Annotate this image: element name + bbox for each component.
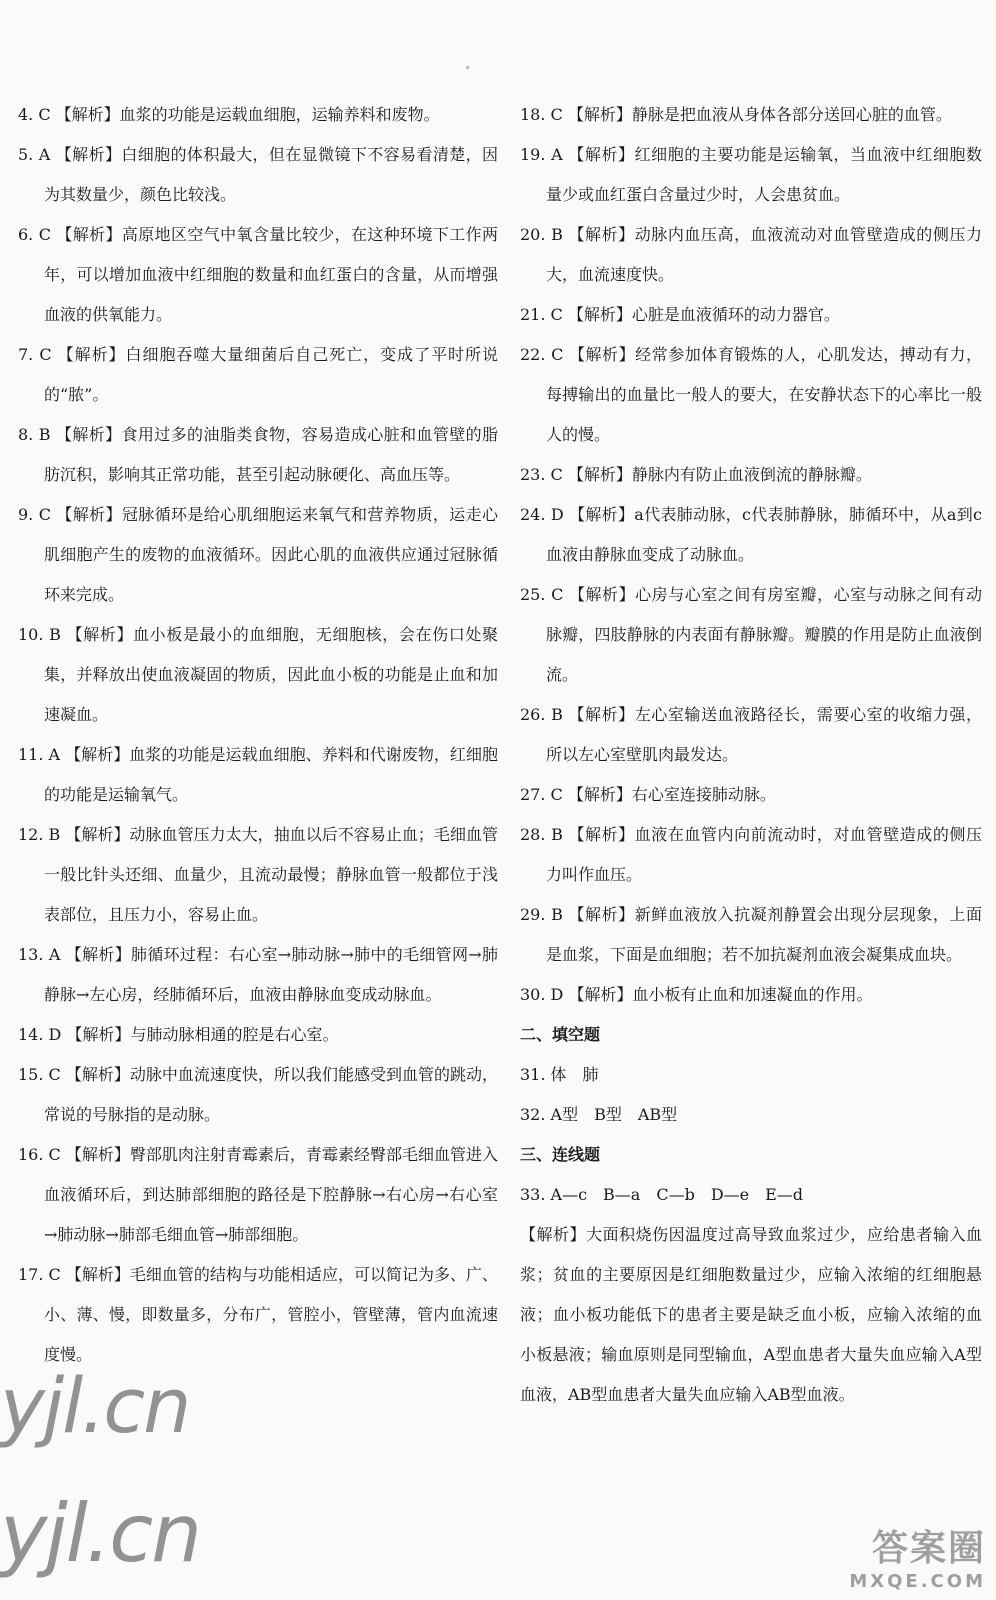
- answer-item-31: 31. 体 肺: [520, 1065, 599, 1084]
- watermark-left-lower: yjl.cn: [0, 1487, 200, 1580]
- answer-item-4: 4. C 【解析】血浆的功能是运载血细胞，运输养料和废物。: [18, 105, 440, 124]
- answer-item-25: 25. C 【解析】心房与心室之间有房室瓣，心室与动脉之间有动脉瓣，四肢静脉的内表面有静脉瓣。瓣膜的作用是防止血液倒流。: [520, 585, 982, 684]
- answer-item-21: 21. C 【解析】心脏是血液循环的动力器官。: [520, 305, 840, 324]
- answer-item-30: 30. D 【解析】血小板有止血和加速凝血的作用。: [520, 985, 873, 1004]
- answer-item-14: 14. D 【解析】与肺动脉相通的腔是右心室。: [18, 1025, 339, 1044]
- answer-item-8: 8. B 【解析】食用过多的油脂类食物，容易造成心脏和血管壁的脂肪沉积，影响其正常功能，甚至引起动脉硬化、高血压等。: [18, 425, 498, 484]
- answer-item-17: 17. C 【解析】毛细血管的结构与功能相适应，可以简记为多、广、小、薄、慢，即数量多，分布广，管腔小，管壁薄，管内血流速度慢。: [18, 1265, 498, 1364]
- right-column: [520, 95, 982, 1415]
- section-heading-fill: 二、填空题: [520, 1025, 601, 1044]
- answer-item-23: 23. C 【解析】静脉内有防止血液倒流的静脉瓣。: [520, 465, 872, 484]
- answer-item-7: 7. C 【解析】白细胞吞噬大量细菌后自己死亡，变成了平时所说的“脓”。: [18, 345, 498, 404]
- answer-item-6: 6. C 【解析】高原地区空气中氧含量比较少，在这种环境下工作两年，可以增加血液中红细胞的数量和血红蛋白的含量，从而增强血液的供氧能力。: [18, 225, 498, 324]
- analysis-33: 【解析】大面积烧伤因温度过高导致血浆过少，应给患者输入血浆；贫血的主要原因是红细胞数量过少，应输入浓缩的红细胞悬液；血小板功能低下的患者主要是缺乏血小板，应输入浓缩的血小板悬液；输血原则是同型输血，A型血患者大量失血应输入A型血液，AB型血患者大量失血应输入AB型血液。: [520, 1225, 982, 1404]
- answer-item-24: 24. D 【解析】a代表肺动脉，c代表肺静脉，肺循环中，从a到c血液由静脉血变成了动脉血。: [520, 505, 982, 564]
- answer-item-11: 11. A 【解析】血浆的功能是运载血细胞、养料和代谢废物，红细胞的功能是运输氧气。: [18, 745, 498, 804]
- watermark-logo-cn: 答案圈: [871, 1528, 986, 1569]
- answer-item-28: 28. B 【解析】血液在血管内向前流动时，对血管壁造成的侧压力叫作血压。: [520, 825, 982, 884]
- answer-item-9: 9. C 【解析】冠脉循环是给心肌细胞运来氧气和营养物质，运走心肌细胞产生的废物的血液循环。因此心肌的血液供应通过冠脉循环来完成。: [18, 505, 498, 604]
- answer-item-10: 10. B 【解析】血小板是最小的血细胞，无细胞核，会在伤口处聚集，并释放出使血液凝固的物质，因此血小板的功能是止血和加速凝血。: [18, 625, 498, 724]
- answer-item-16: 16. C 【解析】臀部肌肉注射青霉素后，青霉素经臀部毛细血管进入血液循环后，到达肺部细胞的路径是下腔静脉→右心房→右心室→肺动脉→肺部毛细血管→肺部细胞。: [18, 1145, 498, 1244]
- answer-item-5: 5. A 【解析】白细胞的体积最大，但在显微镜下不容易看清楚，因为其数量少，颜色比较浅。: [18, 145, 498, 204]
- answer-item-19: 19. A 【解析】红细胞的主要功能是运输氧，当血液中红细胞数量少或血红蛋白含量过少时，人会患贫血。: [520, 145, 982, 204]
- answer-item-32: 32. A型 B型 AB型: [520, 1105, 678, 1124]
- answer-item-22: 22. C 【解析】经常参加体育锻炼的人，心肌发达，搏动有力，每搏输出的血量比一般人的要大，在安静状态下的心率比一般人的慢。: [520, 345, 982, 444]
- watermark-logo-en: MXQE.COM: [849, 1571, 986, 1592]
- answer-item-26: 26. B 【解析】左心室输送血液路径长，需要心室的收缩力强，所以左心室壁肌肉最发达。: [520, 705, 982, 764]
- watermark-right-logo: [826, 1520, 986, 1590]
- watermark-left-upper: yjl.cn: [0, 1361, 190, 1450]
- answer-item-15: 15. C 【解析】动脉中血流速度快，所以我们能感受到血管的跳动，常说的号脉指的是动脉。: [18, 1065, 498, 1124]
- left-column: [18, 95, 498, 1375]
- answer-item-29: 29. B 【解析】新鲜血液放入抗凝剂静置会出现分层现象，上面是血浆，下面是血细胞；若不加抗凝剂血液会凝集成血块。: [520, 905, 982, 964]
- answer-item-27: 27. C 【解析】右心室连接肺动脉。: [520, 785, 776, 804]
- answer-item-33: 33. A—c B—a C—b D—e E—d: [520, 1185, 804, 1204]
- section-heading-match: 三、连线题: [520, 1145, 601, 1164]
- page-dot: [466, 66, 469, 69]
- answer-item-12: 12. B 【解析】动脉血管压力太大，抽血以后不容易止血；毛细血管一般比针头还细、血量少，且流动最慢；静脉血管一般都位于浅表部位，且压力小，容易止血。: [18, 825, 498, 924]
- answer-item-20: 20. B 【解析】动脉内血压高，血液流动对血管壁造成的侧压力大，血流速度快。: [520, 225, 982, 284]
- answer-item-18: 18. C 【解析】静脉是把血液从身体各部分送回心脏的血管。: [520, 105, 952, 124]
- answer-item-13: 13. A 【解析】肺循环过程：右心室→肺动脉→肺中的毛细管网→肺静脉→左心房，经肺循环后，血液由静脉血变成动脉血。: [18, 945, 498, 1004]
